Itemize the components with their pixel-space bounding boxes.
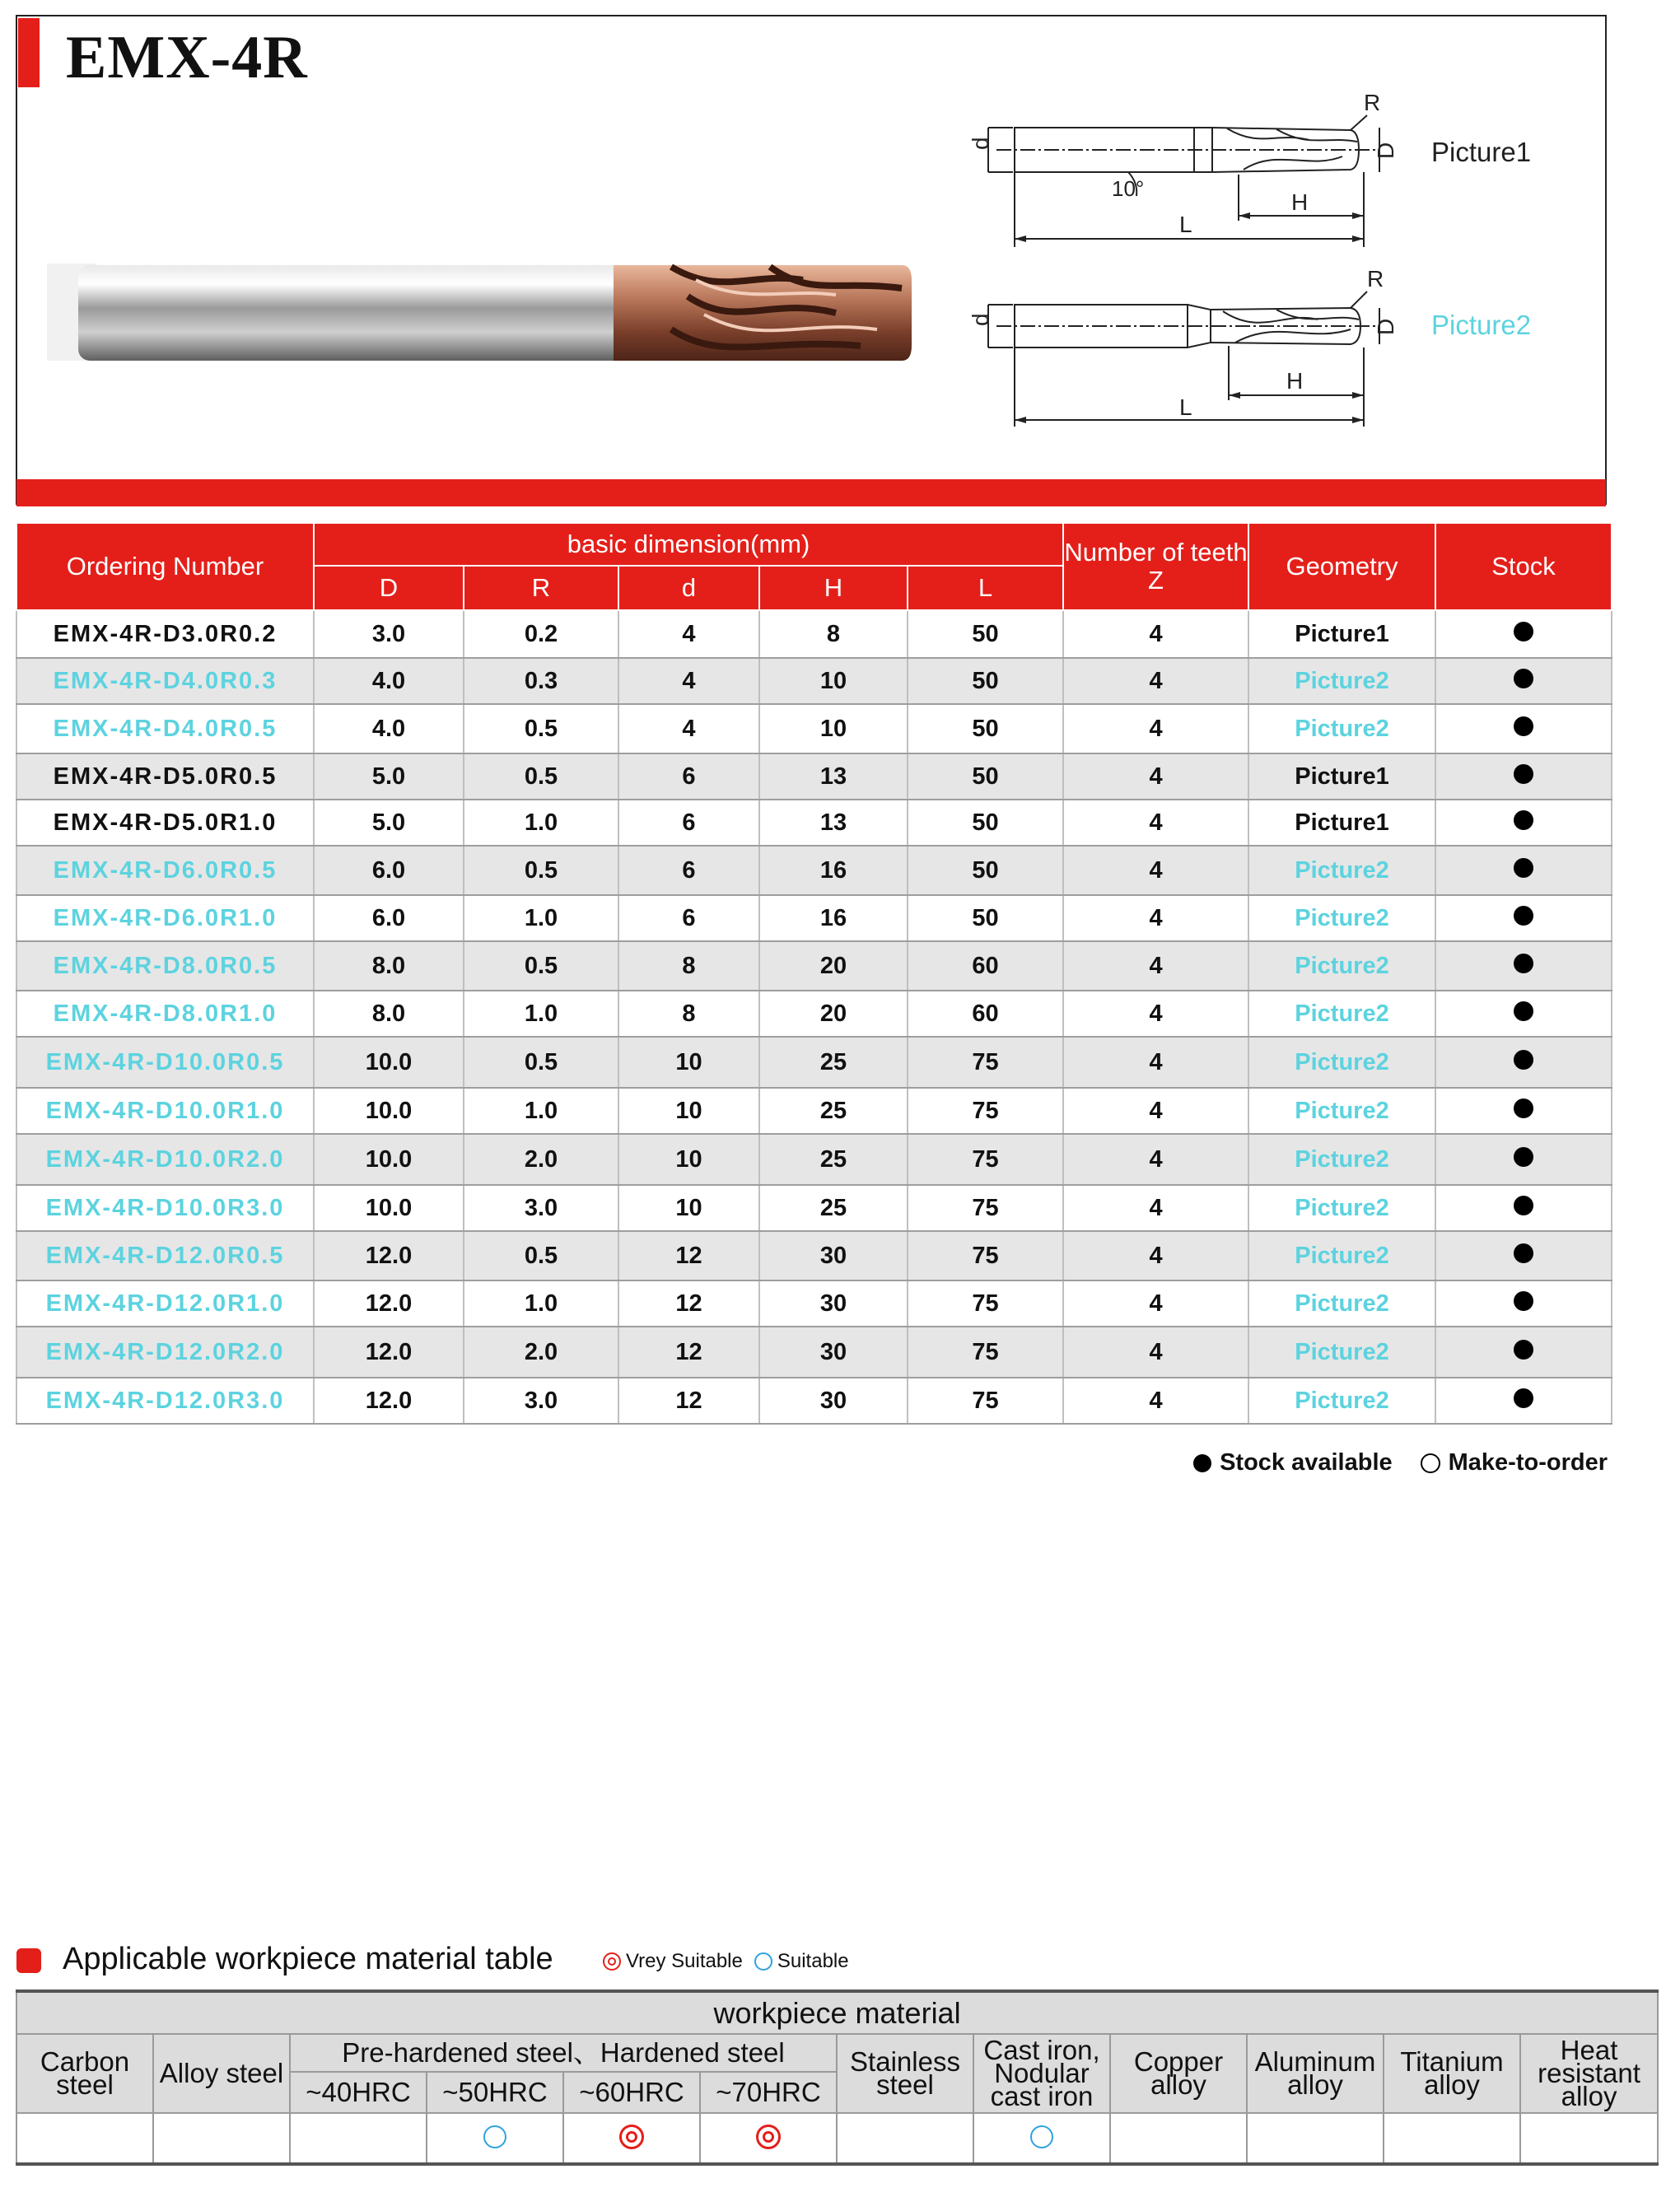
- dimension-cell-D: 12.0: [314, 1327, 464, 1378]
- stock-cell: [1435, 1037, 1612, 1088]
- heat-resistant-alloy-header: Heat resistant alloy: [1520, 2034, 1658, 2113]
- stock-cell: [1435, 1185, 1612, 1231]
- header-ordering-number: Ordering Number: [16, 523, 314, 610]
- alloy-steel-suitability: [153, 2113, 290, 2164]
- header-stock: Stock: [1435, 523, 1612, 610]
- table-row: [16, 895, 1612, 941]
- dimension-cell-L: 60: [908, 941, 1063, 991]
- stock-available-icon: [1514, 764, 1533, 784]
- copper-suitability: [1110, 2113, 1247, 2164]
- ordering-number-cell: EMX-4R-D12.0R0.5: [16, 1231, 314, 1280]
- dimension-cell-R: 0.5: [464, 941, 618, 991]
- dimension-cell-d: 8: [618, 991, 759, 1037]
- hrc70-header: ~70HRC: [700, 2072, 837, 2113]
- table-row: [16, 1280, 1612, 1327]
- picture1-D-label: D: [1373, 142, 1398, 159]
- table-row: [16, 1185, 1612, 1231]
- picture2-D-label: D: [1373, 318, 1398, 335]
- stock-cell: [1435, 800, 1612, 846]
- header-geometry: Geometry: [1248, 523, 1435, 610]
- very-suitable-icon: [603, 1952, 621, 1971]
- dimension-cell-d: 6: [618, 895, 759, 941]
- stock-available-icon: [1514, 906, 1533, 926]
- dimension-cell-R: 2.0: [464, 1327, 618, 1378]
- ordering-number-cell: EMX-4R-D6.0R0.5: [16, 846, 314, 895]
- stock-cell: [1435, 991, 1612, 1037]
- ordering-number-cell: EMX-4R-D10.0R2.0: [16, 1134, 314, 1185]
- table-row: [16, 704, 1612, 753]
- make-to-order-label: Make-to-order: [1448, 1449, 1608, 1476]
- dimension-cell-D: 5.0: [314, 800, 464, 846]
- stock-available-icon: [1514, 1050, 1533, 1070]
- section-marker-icon: [16, 1948, 41, 1973]
- ordering-number-cell: EMX-4R-D8.0R0.5: [16, 941, 314, 991]
- alloy-steel-header: Alloy steel: [153, 2034, 290, 2113]
- header-H: H: [759, 566, 908, 610]
- geometry-cell: Picture2: [1248, 704, 1435, 753]
- picture1-d-label: d: [968, 137, 993, 150]
- dimension-cell-D: 8.0: [314, 941, 464, 991]
- hrc40-suitability: [290, 2113, 427, 2164]
- dimension-cell-D: 12.0: [314, 1378, 464, 1424]
- dimension-cell-L: 50: [908, 895, 1063, 941]
- dimension-cell-L: 50: [908, 800, 1063, 846]
- material-section-title: Applicable workpiece material table: [63, 1942, 553, 1976]
- dimension-cell-L: 75: [908, 1088, 1063, 1134]
- hrc60-suitability: [563, 2113, 700, 2164]
- dimension-cell-H: 16: [759, 846, 908, 895]
- dimension-cell-R: 0.5: [464, 753, 618, 800]
- ordering-number-cell: EMX-4R-D5.0R1.0: [16, 800, 314, 846]
- dimension-cell-D: 8.0: [314, 991, 464, 1037]
- cast-iron-header: Cast iron, Nodular cast iron: [973, 2034, 1110, 2113]
- stock-cell: [1435, 658, 1612, 704]
- dimension-cell-L: 75: [908, 1231, 1063, 1280]
- hrc50-suitability: [427, 2113, 563, 2164]
- picture2-label: Picture2: [1431, 310, 1532, 340]
- stock-available-icon: [1514, 1098, 1533, 1118]
- dimension-cell-H: 13: [759, 753, 908, 800]
- table-row: [16, 1378, 1612, 1424]
- stock-available-icon: [1514, 858, 1533, 878]
- dimension-cell-D: 3.0: [314, 610, 464, 658]
- suitable-icon: [483, 2125, 506, 2148]
- dimension-cell-H: 25: [759, 1088, 908, 1134]
- dimension-cell-Z: 4: [1063, 1231, 1248, 1280]
- dimension-cell-L: 50: [908, 658, 1063, 704]
- dimension-cell-Z: 4: [1063, 704, 1248, 753]
- geometry-cell: Picture2: [1248, 941, 1435, 991]
- stock-cell: [1435, 941, 1612, 991]
- picture1-angle-label: 10°: [1112, 176, 1145, 201]
- geometry-cell: Picture2: [1248, 1185, 1435, 1231]
- dimension-cell-H: 30: [759, 1280, 908, 1327]
- dimension-cell-H: 8: [759, 610, 908, 658]
- geometry-cell: Picture2: [1248, 658, 1435, 704]
- stock-cell: [1435, 1280, 1612, 1327]
- dimension-cell-D: 5.0: [314, 753, 464, 800]
- very-suitable-icon: [756, 2125, 781, 2149]
- cast-iron-suitability: [973, 2113, 1110, 2164]
- dimension-cell-d: 10: [618, 1134, 759, 1185]
- dimension-cell-R: 1.0: [464, 800, 618, 846]
- dimension-cell-R: 0.5: [464, 1037, 618, 1088]
- dimension-cell-H: 10: [759, 658, 908, 704]
- header-d: d: [618, 566, 759, 610]
- dimension-cell-Z: 4: [1063, 800, 1248, 846]
- dimension-cell-L: 75: [908, 1378, 1063, 1424]
- dimension-cell-R: 1.0: [464, 1280, 618, 1327]
- dimension-cell-D: 10.0: [314, 1185, 464, 1231]
- dimension-cell-L: 75: [908, 1037, 1063, 1088]
- dimension-cell-L: 75: [908, 1280, 1063, 1327]
- header-bottom-bar: [16, 479, 1606, 506]
- suitability-legend: [603, 1950, 849, 1973]
- picture2-d-label: d: [968, 313, 993, 326]
- geometry-cell: Picture2: [1248, 1088, 1435, 1134]
- dimension-cell-D: 6.0: [314, 846, 464, 895]
- very-suitable-label: Vrey Suitable: [626, 1950, 743, 1972]
- dimension-cell-d: 4: [618, 704, 759, 753]
- stock-available-icon: [1514, 1147, 1533, 1167]
- ordering-number-cell: EMX-4R-D12.0R2.0: [16, 1327, 314, 1378]
- dimension-cell-L: 75: [908, 1327, 1063, 1378]
- dimension-cell-R: 1.0: [464, 991, 618, 1037]
- suitable-label: Suitable: [777, 1950, 849, 1972]
- dimension-cell-Z: 4: [1063, 895, 1248, 941]
- spec-table-body: [16, 610, 1612, 1424]
- stock-available-icon: [1514, 810, 1533, 830]
- dimension-cell-d: 10: [618, 1037, 759, 1088]
- dimension-cell-L: 50: [908, 704, 1063, 753]
- dimension-cell-L: 50: [908, 753, 1063, 800]
- dimension-cell-D: 10.0: [314, 1088, 464, 1134]
- dimension-cell-L: 75: [908, 1185, 1063, 1231]
- dimension-cell-D: 10.0: [314, 1037, 464, 1088]
- dimension-cell-d: 12: [618, 1231, 759, 1280]
- stock-cell: [1435, 1134, 1612, 1185]
- very-suitable-icon: [619, 2125, 644, 2149]
- picture1-label: Picture1: [1431, 137, 1532, 167]
- dimension-cell-Z: 4: [1063, 1280, 1248, 1327]
- hardened-steel-header: Pre-hardened steel、Hardened steel: [290, 2034, 837, 2072]
- picture1-L-label: L: [1179, 212, 1192, 237]
- stock-available-icon: [1514, 1001, 1533, 1021]
- dimension-cell-Z: 4: [1063, 991, 1248, 1037]
- stock-available-label: Stock available: [1220, 1449, 1393, 1476]
- suitability-row: [16, 2113, 1658, 2164]
- material-header: workpiece material: [16, 1991, 1658, 2034]
- geometry-cell: Picture2: [1248, 1280, 1435, 1327]
- dimension-cell-H: 30: [759, 1378, 908, 1424]
- dimension-cell-d: 4: [618, 658, 759, 704]
- dimension-cell-L: 50: [908, 846, 1063, 895]
- stock-cell: [1435, 1378, 1612, 1424]
- dimension-cell-D: 6.0: [314, 895, 464, 941]
- geometry-cell: Picture2: [1248, 1231, 1435, 1280]
- stock-cell: [1435, 846, 1612, 895]
- header-L: L: [908, 566, 1063, 610]
- dimension-cell-H: 20: [759, 991, 908, 1037]
- ordering-number-cell: EMX-4R-D12.0R1.0: [16, 1280, 314, 1327]
- ordering-number-cell: EMX-4R-D5.0R0.5: [16, 753, 314, 800]
- dimension-cell-H: 25: [759, 1185, 908, 1231]
- dimension-cell-R: 0.2: [464, 610, 618, 658]
- dimension-cell-H: 10: [759, 704, 908, 753]
- header-basic-dimension: basic dimension(mm): [314, 523, 1063, 566]
- title-accent-bar: [18, 18, 40, 87]
- dimension-cell-Z: 4: [1063, 1378, 1248, 1424]
- geometry-cell: Picture2: [1248, 846, 1435, 895]
- spec-table: [16, 522, 1612, 1425]
- dimension-cell-L: 50: [908, 610, 1063, 658]
- make-to-order-icon: [1421, 1453, 1440, 1473]
- aluminum-suitability: [1247, 2113, 1384, 2164]
- dimension-cell-R: 2.0: [464, 1134, 618, 1185]
- ordering-number-cell: EMX-4R-D10.0R3.0: [16, 1185, 314, 1231]
- copper-alloy-header: Copper alloy: [1110, 2034, 1247, 2113]
- table-row: [16, 1231, 1612, 1280]
- stock-cell: [1435, 895, 1612, 941]
- picture1-drawing: [964, 91, 1425, 255]
- stock-cell: [1435, 704, 1612, 753]
- dimension-cell-d: 4: [618, 610, 759, 658]
- dimension-cell-R: 3.0: [464, 1378, 618, 1424]
- header-R: R: [464, 566, 618, 610]
- dimension-cell-R: 1.0: [464, 895, 618, 941]
- stock-cell: [1435, 610, 1612, 658]
- dimension-cell-D: 12.0: [314, 1231, 464, 1280]
- picture2-drawing: [964, 262, 1425, 427]
- table-row: [16, 846, 1612, 895]
- dimension-cell-d: 10: [618, 1088, 759, 1134]
- stock-available-icon: [1514, 1388, 1533, 1408]
- geometry-cell: Picture2: [1248, 895, 1435, 941]
- stock-legend: [1193, 1449, 1608, 1476]
- stock-cell: [1435, 753, 1612, 800]
- dimension-cell-Z: 4: [1063, 1088, 1248, 1134]
- dimension-cell-H: 13: [759, 800, 908, 846]
- header-D: D: [314, 566, 464, 610]
- dimension-cell-H: 25: [759, 1134, 908, 1185]
- geometry-cell: Picture2: [1248, 1378, 1435, 1424]
- dimension-cell-Z: 4: [1063, 846, 1248, 895]
- dimension-cell-D: 12.0: [314, 1280, 464, 1327]
- geometry-cell: Picture2: [1248, 1134, 1435, 1185]
- stock-available-icon: [1514, 716, 1533, 736]
- dimension-cell-d: 12: [618, 1327, 759, 1378]
- dimension-cell-Z: 4: [1063, 658, 1248, 704]
- titanium-suitability: [1384, 2113, 1520, 2164]
- dimension-cell-Z: 4: [1063, 1327, 1248, 1378]
- picture2-R-label: R: [1367, 266, 1384, 292]
- table-row: [16, 1037, 1612, 1088]
- dimension-cell-D: 10.0: [314, 1134, 464, 1185]
- dimension-cell-Z: 4: [1063, 610, 1248, 658]
- stainless-steel-header: Stainless steel: [837, 2034, 973, 2113]
- dimension-cell-d: 10: [618, 1185, 759, 1231]
- dimension-cell-H: 20: [759, 941, 908, 991]
- dimension-cell-H: 30: [759, 1231, 908, 1280]
- stock-available-icon: [1514, 622, 1533, 641]
- dimension-cell-L: 60: [908, 991, 1063, 1037]
- dimension-cell-R: 0.5: [464, 704, 618, 753]
- suitable-icon: [754, 1952, 772, 1971]
- geometry-cell: Picture2: [1248, 1037, 1435, 1088]
- titanium-alloy-header: Titanium alloy: [1384, 2034, 1520, 2113]
- stock-cell: [1435, 1088, 1612, 1134]
- carbon-steel-suitability: [16, 2113, 153, 2164]
- table-row: [16, 1088, 1612, 1134]
- dimension-cell-H: 16: [759, 895, 908, 941]
- table-row: [16, 610, 1612, 658]
- dimension-cell-L: 75: [908, 1134, 1063, 1185]
- heat-resistant-suitability: [1520, 2113, 1658, 2164]
- dimension-cell-d: 12: [618, 1280, 759, 1327]
- dimension-cell-R: 1.0: [464, 1088, 618, 1134]
- carbon-steel-header: Carbon steel: [16, 2034, 153, 2113]
- geometry-cell: Picture2: [1248, 1327, 1435, 1378]
- table-row: [16, 991, 1612, 1037]
- stock-available-icon: [1514, 669, 1533, 688]
- picture2-L-label: L: [1179, 394, 1192, 420]
- dimension-cell-Z: 4: [1063, 1185, 1248, 1231]
- geometry-cell: Picture2: [1248, 991, 1435, 1037]
- hrc60-header: ~60HRC: [563, 2072, 700, 2113]
- stock-available-icon: [1514, 1340, 1533, 1360]
- dimension-cell-d: 6: [618, 753, 759, 800]
- dimension-cell-D: 4.0: [314, 658, 464, 704]
- stock-available-icon: [1514, 1196, 1533, 1215]
- ordering-number-cell: EMX-4R-D4.0R0.5: [16, 704, 314, 753]
- ordering-number-cell: EMX-4R-D10.0R0.5: [16, 1037, 314, 1088]
- suitable-icon: [1030, 2125, 1053, 2148]
- geometry-cell: Picture1: [1248, 800, 1435, 846]
- dimension-cell-d: 12: [618, 1378, 759, 1424]
- ordering-number-cell: EMX-4R-D6.0R1.0: [16, 895, 314, 941]
- dimension-cell-d: 6: [618, 846, 759, 895]
- dimension-cell-Z: 4: [1063, 1037, 1248, 1088]
- aluminum-alloy-header: Aluminum alloy: [1247, 2034, 1384, 2113]
- geometry-cell: Picture1: [1248, 610, 1435, 658]
- hrc70-suitability: [700, 2113, 837, 2164]
- dimension-cell-D: 4.0: [314, 704, 464, 753]
- product-title: EMX-4R: [66, 24, 308, 91]
- stock-available-icon: [1514, 954, 1533, 973]
- stock-cell: [1435, 1231, 1612, 1280]
- dimension-cell-Z: 4: [1063, 1134, 1248, 1185]
- table-row: [16, 658, 1612, 704]
- table-row: [16, 941, 1612, 991]
- dimension-cell-d: 8: [618, 941, 759, 991]
- dimension-cell-H: 30: [759, 1327, 908, 1378]
- end-mill-product-image: [45, 247, 918, 371]
- dimension-cell-H: 25: [759, 1037, 908, 1088]
- stock-available-icon: [1514, 1291, 1533, 1311]
- ordering-number-cell: EMX-4R-D12.0R3.0: [16, 1378, 314, 1424]
- picture1-R-label: R: [1364, 91, 1381, 115]
- stainless-suitability: [837, 2113, 973, 2164]
- ordering-number-cell: EMX-4R-D4.0R0.3: [16, 658, 314, 704]
- stock-available-icon: [1193, 1454, 1211, 1472]
- table-row: [16, 800, 1612, 846]
- dimension-cell-R: 0.5: [464, 1231, 618, 1280]
- picture1-H-label: H: [1291, 189, 1309, 215]
- stock-available-icon: [1514, 1243, 1533, 1263]
- hrc50-header: ~50HRC: [427, 2072, 563, 2113]
- ordering-number-cell: EMX-4R-D8.0R1.0: [16, 991, 314, 1037]
- dimension-cell-Z: 4: [1063, 941, 1248, 991]
- dimension-cell-d: 6: [618, 800, 759, 846]
- header-teeth: Number of teeth Z: [1063, 523, 1248, 610]
- stock-cell: [1435, 1327, 1612, 1378]
- ordering-number-cell: EMX-4R-D10.0R1.0: [16, 1088, 314, 1134]
- table-row: [16, 753, 1612, 800]
- dimension-cell-R: 0.3: [464, 658, 618, 704]
- material-table: [16, 1989, 1659, 2166]
- geometry-cell: Picture1: [1248, 753, 1435, 800]
- hrc40-header: ~40HRC: [290, 2072, 427, 2113]
- dimension-cell-R: 3.0: [464, 1185, 618, 1231]
- dimension-cell-Z: 4: [1063, 753, 1248, 800]
- table-row: [16, 1327, 1612, 1378]
- table-row: [16, 1134, 1612, 1185]
- ordering-number-cell: EMX-4R-D3.0R0.2: [16, 610, 314, 658]
- dimension-cell-R: 0.5: [464, 846, 618, 895]
- picture2-H-label: H: [1286, 368, 1304, 394]
